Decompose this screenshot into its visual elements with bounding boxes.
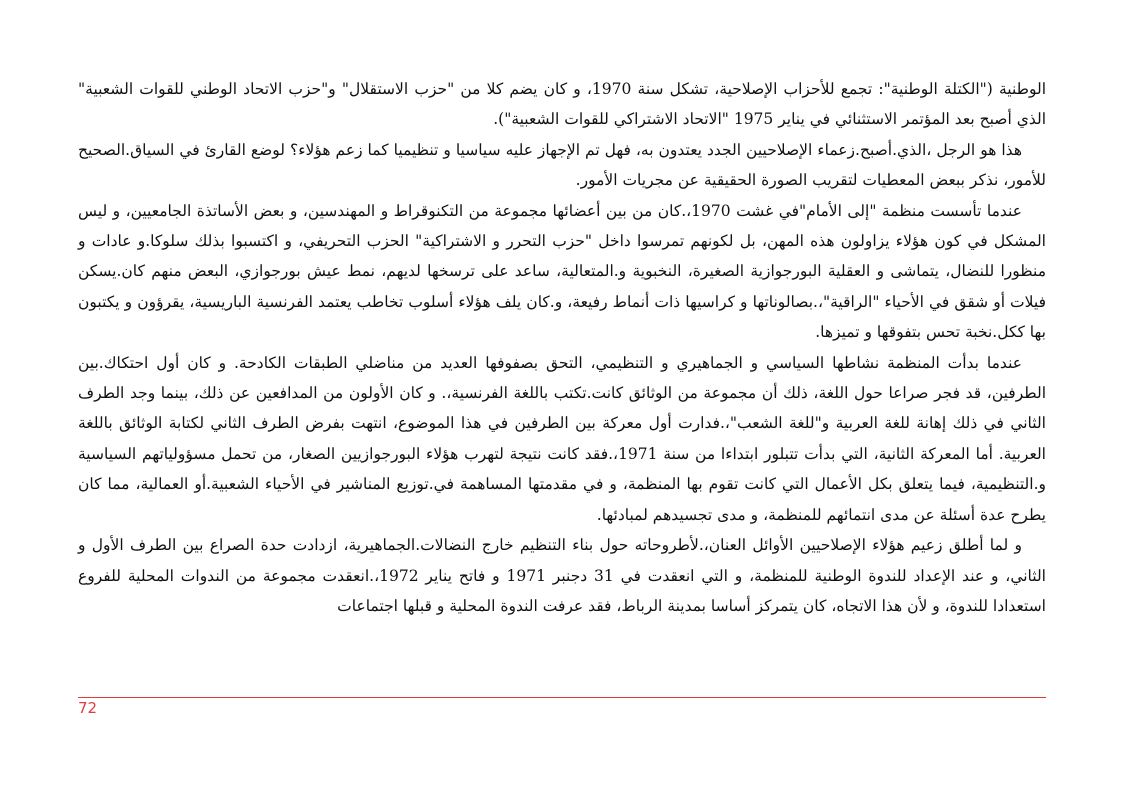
paragraph-2: هذا هو الرجل ،الذي.أصبح.زعماء الإصلاحيين الجدد يعتدون به، فهل تم الإجهاز عليه سياسيا و تنظيميا كما زعم هؤلاء؟ لوضع القارئ في السياق.الصحيح للأمور، نذكر ببعض المعطيات لتقريب الصورة الحقيقية عن مجريات الأمور. [78, 140, 1046, 190]
paragraph-3: عندما تأسست منظمة "إلى الأمام"في غشت 1970،.كان من بين أعضائها مجموعة من التكنوقراط و المهندسين، و بعض الأساتذة الجامعيين، و ليس المشكل في كون هؤلاء يزاولون هذه المهن، بل لكونهم تمرسوا داخل "حزب التحرر و الاشتراكية" الحزب التحريفي، و اكتسبوا بذلك سلوكا.و عادات و منظورا للنضال، يتماشى و العقلية البورجوازية الصغيرة، النخبوية و.المتعالية، ساعد على ترسخها لديهم، نمط عيش بورجوازي، البعض منهم كان.يسكن فيلات أو شقق في الأحياء "الراقية"،.بصالوناتها و كراسيها ذات أنماط رفيعة، و.كان يلف هؤلاء أسلوب تخاطب يعتمد الفرنسية الباريسية، يقرؤون و يكتبون بها ككل.نخبة تحس بتفوقها و تميزها. [78, 201, 1046, 342]
paragraph-4: عندما بدأت المنظمة نشاطها السياسي و الجماهيري و التنظيمي، التحق بصفوفها العديد من مناضلي الطبقات الكادحة. و كان أول احتكاك.بين الطرفين، قد فجر صراعا حول اللغة، ذلك أن مجموعة من الوثائق كانت.تكتب باللغة الفرنسية،. و كان الأولون من المدافعين عن ذلك، بينما وجد الطرف الثاني في ذلك إهانة للغة العربية و"للغة الشعب"،.فدارت أول معركة بين الطرفين في هذا الموضوع، انتهت بفرض الطرف الثاني لكتابة الوثائق باللغة العربية. أما المعركة الثانية، التي بدأت تتبلور ابتداءا من سنة 1971،.فقد كانت نتيجة لتهرب هؤلاء البورجوازيين الصغار، من تحمل مسؤولياتهم السياسية و.التنظيمية، فيما يتعلق بكل الأعمال التي كانت تقوم بها المنظمة، و في مقدمتها المساهمة في.توزيع المناشير في الأحياء الشعبية.أو العمالية، مما كان يطرح عدة أسئلة عن مدى انتمائهم للمنظمة، و مدى تجسيدهم لمبادئها. [78, 353, 1046, 524]
page-number: 72 [78, 699, 98, 717]
body-text [78, 74, 1046, 621]
paragraph-1: الوطنية ("الكتلة الوطنية": تجمع للأحزاب الإصلاحية، تشكل سنة 1970، و كان يضم كلا من "حزب الاستقلال" و"حزب الاتحاد الوطني للقوات الشعبية" الذي أصبح بعد المؤتمر الاستثنائي في يناير 1975 "الاتحاد الاشتراكي للقوات الشعبية"). [78, 80, 1047, 129]
paragraph-5: و لما أطلق زعيم هؤلاء الإصلاحيين الأوائل العنان،.لأطروحاته حول بناء التنظيم خارج النضالات.الجماهيرية، ازدادت حدة الصراع بين الطرف الأول و الثاني، و عند الإعداد للندوة الوطنية للمنظمة، و التي انعقدت في 31 دجنبر 1971 و فاتح يناير 1972،.انعقدت مجموعة من الندوات المحلية للفروع استعدادا للندوة، و لأن هذا الاتجاه، كان يتمركز أساسا بمدينة الرباط، فقد عرفت الندوة المحلية و قبلها اجتماعات [78, 536, 1046, 615]
footer-divider [78, 697, 1046, 698]
